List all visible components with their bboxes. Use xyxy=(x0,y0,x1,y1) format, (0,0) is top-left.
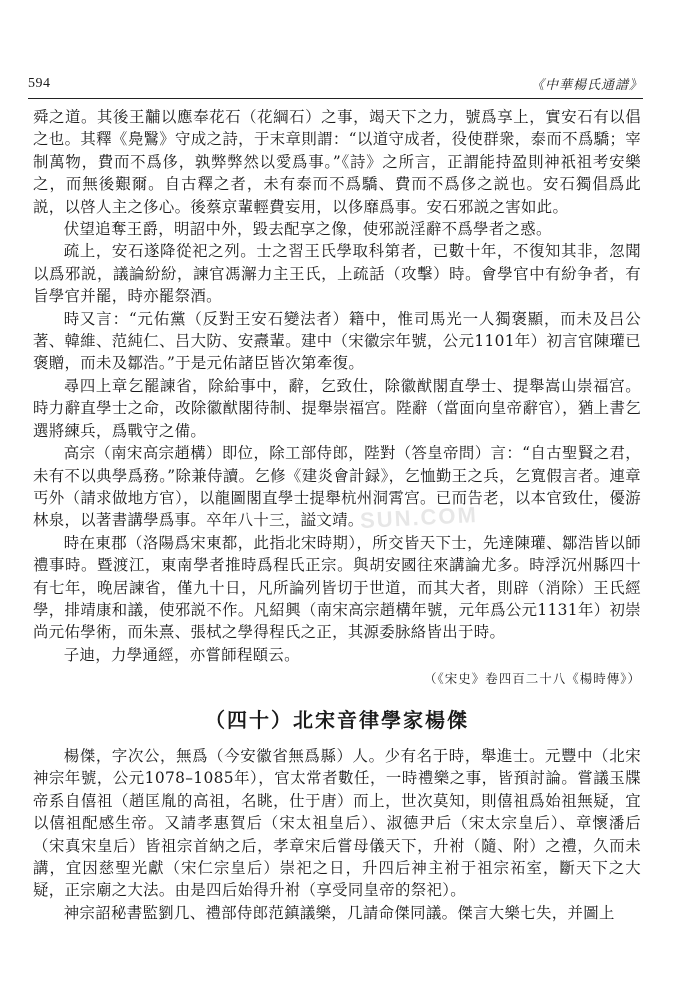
body-paragraph: 高宗（南宋高宗趙構）即位，除工部侍郎，陛對（答皇帝問）言：“自古聖賢之君，未有不以典學爲務。”除兼侍讀。乞修《建炎會計録》，乞恤勤王之兵，乞寬假言者。連章丐外（請求做地方官），以龍圖閣直學士提舉杭州洞霄宫。已而告老，以本官致仕，優游林泉，以著書講學爲事。卒年八十三，謚文靖。 xyxy=(33,444,641,530)
source-citation: （《宋史》卷四百二十八《楊時傳》） xyxy=(423,671,641,687)
header-rule xyxy=(28,98,643,99)
watermark: SUN.COM xyxy=(359,501,479,534)
body-paragraph: 時又言：“元佑黨（反對王安石變法者）籍中，惟司馬光一人獨褒顯，而未及吕公著、韓維、范純仁、吕大防、安燾輩。建中（宋徽宗年號，公元1101年）初言官陳瓘已褒贈，而未及鄒浩。”于是元佑諸臣皆次第牽復。 xyxy=(33,309,641,373)
section-title: （四十）北宋音律學家楊傑 xyxy=(205,707,469,732)
body-paragraph: 時在東郡（洛陽爲宋東都，此指北宋時期），所交皆天下士，先達陳瓘、鄒浩皆以師禮事時。暨渡江，東南學者推時爲程氏正宗。與胡安國往來講論尤多。時浮沉州縣四十有七年，晚居諫省，僅九十日，凡所論列皆切于世道，而其大者，則辟（消除）王氏經學，排靖康和議，使邪説不作。凡紹興（南宋高宗趙構年號，元年爲公元1131年）初崇尚元佑學術，而朱熹、張栻之學得程氏之正，其源委脉絡皆出于時。 xyxy=(33,533,641,642)
page-body xyxy=(33,106,641,924)
body-paragraph: 疏上，安石遂降從祀之列。士之習王氏學取科第者，已數十年，不復知其非，忽聞以爲邪説，議論紛紛，諫官馮澥力主王氏，上疏話（攻擊）時。會學官中有紛争者，有旨學官并罷，時亦罷祭酒。 xyxy=(33,242,641,306)
body-paragraph: 舜之道。其後王黼以應奉花石（花綱石）之事，竭天下之力，號爲享上，實安石有以倡之也。其釋《鳧鷖》守成之詩，于末章則謂：“以道守成者，役使群衆，泰而不爲驕；宰制萬物，費而不爲侈，孰弊弊然以愛爲事。”《詩》之所言，正謂能持盈則神祇祖考安樂之，而無後艱爾。自古釋之者，未有泰而不爲驕、費而不爲侈之説也。安石獨倡爲此説，以啓人主之侈心。後蔡京輩輕費妄用，以侈靡爲事。安石邪説之害如此。 xyxy=(33,108,641,216)
page-header xyxy=(28,70,643,100)
section-paragraph: 神宗詔秘書監劉几、禮部侍郎范鎮議樂，几請命傑同議。傑言大樂七失，并圖上 xyxy=(63,903,615,922)
section-paragraph: 楊傑，字次公，無爲（今安徽省無爲縣）人。少有名于時，舉進士。元豐中（北宋神宗年號，公元1078–1085年），官太常者數任，一時禮樂之事，皆預討論。嘗議玉牒帝系自僖祖（趙匡胤的高祖，名眺，仕于唐）而上，世次莫知，則僖祖爲始祖無疑，宜以僖祖配感生帝。又請孝惠賀后（宋太祖皇后）、淑德尹后（宋太宗皇后）、章懷潘后（宋真宋皇后）皆祖宗首納之后，孝章宋后嘗母儀天下，升祔（隨、附）之禮，久而未講，宜因慈聖光獻（宋仁宗皇后）崇祀之日，升四后神主祔于祖宗祏室，斷天下之大疑，正宗廟之大法。由是四后始得升祔（享受同皇帝的祭祀）。 xyxy=(33,746,641,900)
body-paragraph: 子迪，力學通經，亦嘗師程頤云。 xyxy=(63,645,300,664)
body-paragraph: 尋四上章乞罷諫省，除給事中，辭，乞致仕，除徽猷閣直學士、提舉嵩山崇福宫。時力辭直學士之命，改除徽猷閣待制、提舉崇福宫。陛辭（當面向皇帝辭官），猶上書乞選將練兵，爲戰守之備。 xyxy=(33,376,641,440)
page-number: 594 xyxy=(28,76,51,91)
running-title: 《中華楊氏通譜》 xyxy=(530,78,643,93)
body-paragraph: 伏望追奪王爵，明詔中外，毀去配享之像，使邪説淫辭不爲學者之惑。 xyxy=(63,220,552,239)
